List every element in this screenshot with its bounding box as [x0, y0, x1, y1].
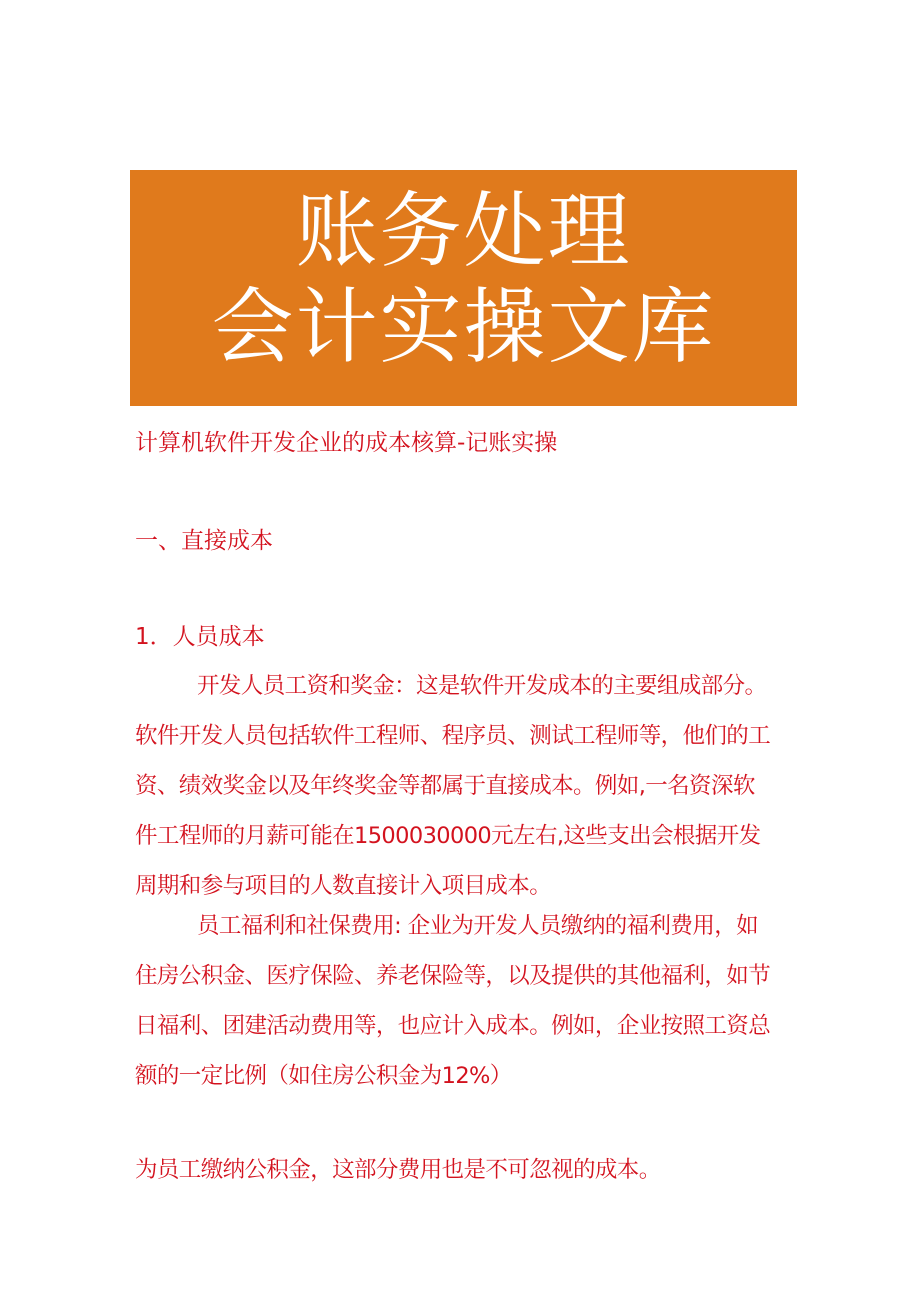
paragraph-line: 住房公积金、医疗保险、养老保险等，以及提供的其他福利，如节 [135, 963, 771, 989]
document-title: 计算机软件开发企业的成本核算-记账实操 [135, 430, 558, 456]
banner-title-line-2: 会计实操文库 [211, 280, 716, 375]
paragraph-line: 额的一定比例（如住房公积金为12%） [135, 1063, 512, 1089]
paragraph-salaries [135, 666, 795, 916]
paragraph-line: 件工程师的月薪可能在1500030000元左右,这些支出会根据开发 [135, 823, 761, 849]
paragraph-line: 开发人员工资和奖金：这是软件开发成本的主要组成部分。 [197, 673, 767, 699]
title-banner [130, 170, 797, 406]
subsection-heading: 1．人员成本 [135, 624, 265, 650]
paragraph-line: 为员工缴纳公积金，这部分费用也是不可忽视的成本。 [135, 1157, 661, 1183]
paragraph-continuation [135, 1150, 795, 1200]
paragraph-line: 员工福利和社保费用: 企业为开发人员缴纳的福利费用，如 [197, 913, 759, 939]
paragraph-line: 日福利、团建活动费用等，也应计入成本。例如，企业按照工资总 [135, 1013, 771, 1039]
paragraph-line: 周期和参与项目的人数直接计入项目成本。 [135, 873, 552, 899]
banner-title-line-1: 账务处理 [295, 184, 632, 279]
section-heading: 一、直接成本 [135, 528, 273, 554]
paragraph-line: 软件开发人员包括软件工程师、程序员、测试工程师等，他们的工 [135, 723, 771, 749]
paragraph-benefits [135, 906, 795, 1106]
paragraph-line: 资、绩效奖金以及年终奖金等都属于直接成本。例如,一名资深软 [135, 773, 755, 799]
